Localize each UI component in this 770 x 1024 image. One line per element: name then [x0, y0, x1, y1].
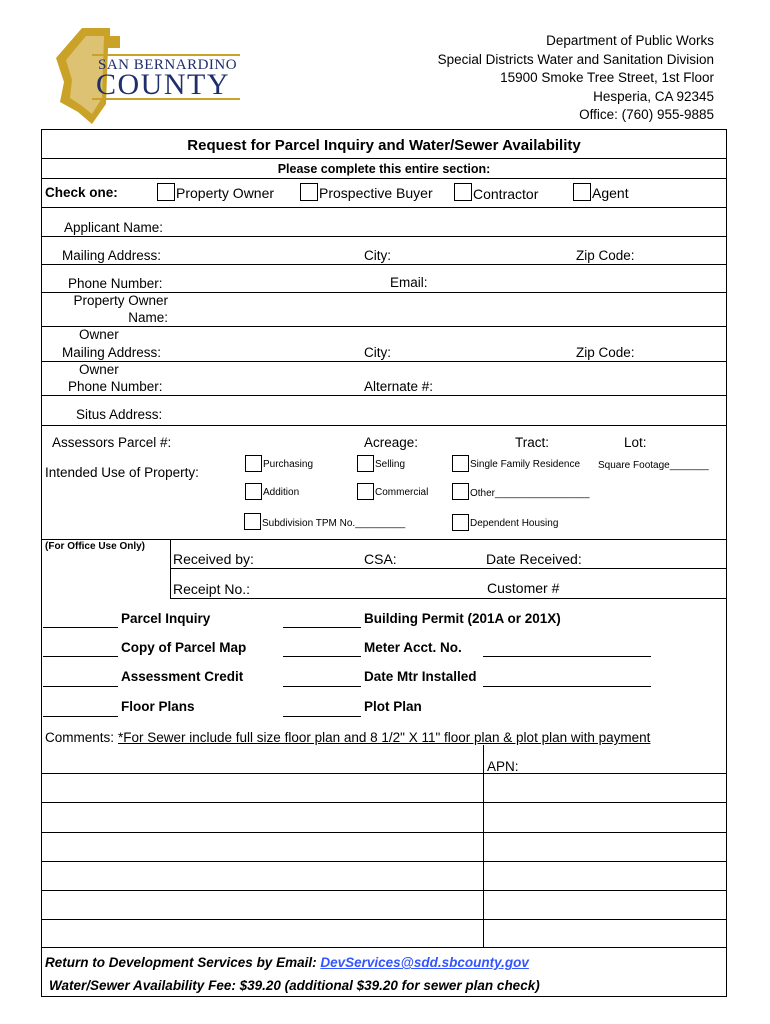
divider: [41, 890, 727, 891]
csa-label: CSA:: [364, 551, 397, 567]
divider: [41, 326, 727, 327]
return-text: Return to Development Services by Email:: [45, 955, 317, 970]
parcel-inquiry-blank[interactable]: [43, 627, 118, 628]
assessment-credit-label: Assessment Credit: [121, 669, 244, 684]
owner-phone-label-1: Owner: [79, 362, 119, 377]
check-one-label: Check one:: [45, 185, 118, 200]
divider: [41, 207, 727, 208]
date-mtr-blank[interactable]: [283, 686, 361, 687]
addition-label: Addition: [263, 487, 300, 498]
apn-label: APN:: [487, 759, 519, 774]
floor-plans-blank[interactable]: [43, 716, 118, 717]
property-owner-label: Property Owner: [176, 185, 275, 201]
property-owner-name-label-1: Property Owner: [73, 293, 168, 308]
dept-name: Department of Public Works: [546, 33, 714, 48]
prospective-buyer-checkbox[interactable]: [300, 183, 318, 201]
tract-label: Tract:: [515, 435, 550, 450]
selling-checkbox[interactable]: [357, 455, 374, 472]
form-subtitle: Please complete this entire section:: [277, 162, 491, 176]
owner-zip-label: Zip Code:: [576, 345, 635, 360]
divider: [41, 178, 727, 179]
other-field[interactable]: Other_________________: [470, 488, 590, 499]
building-permit-blank[interactable]: [283, 627, 361, 628]
divider: [41, 773, 727, 774]
acreage-label: Acreage:: [364, 435, 419, 450]
prospective-buyer-label: Prospective Buyer: [319, 185, 433, 201]
comments-text: *For Sewer include full size floor plan and 8 1/2" X 11" floor plan & plot plan with payment: [118, 730, 651, 745]
date-received-label: Date Received:: [486, 551, 582, 567]
applicant-name-label: Applicant Name:: [64, 220, 164, 235]
office-use-label: (For Office Use Only): [45, 541, 146, 552]
commercial-checkbox[interactable]: [357, 483, 374, 500]
assessment-credit-blank[interactable]: [43, 686, 118, 687]
parcel-inquiry-label: Parcel Inquiry: [121, 611, 211, 626]
square-footage-field[interactable]: Square Footage_______: [598, 460, 709, 471]
divider: [41, 395, 727, 396]
dependent-housing-label: Dependent Housing: [470, 518, 559, 529]
apn-column-divider: [483, 745, 484, 947]
divider: [41, 158, 727, 159]
meter-acct-blank[interactable]: [283, 656, 361, 657]
lot-label: Lot:: [624, 435, 647, 450]
divider: [41, 425, 727, 426]
mailing-address-label: Mailing Address:: [62, 248, 162, 263]
email-label: Email:: [390, 275, 428, 290]
agent-label: Agent: [592, 185, 629, 201]
commercial-label: Commercial: [375, 487, 429, 498]
other-checkbox[interactable]: [452, 483, 469, 500]
county-logo: [48, 24, 243, 128]
subdivision-checkbox[interactable]: [244, 513, 261, 530]
assessors-parcel-label: Assessors Parcel #:: [52, 435, 172, 450]
subdivision-tpm-field[interactable]: Subdivision TPM No._________: [262, 518, 406, 529]
contractor-label: Contractor: [473, 186, 539, 202]
fee-text: Water/Sewer Availability Fee: $39.20 (additional $39.20 for sewer plan check): [49, 978, 540, 993]
addition-checkbox[interactable]: [245, 483, 262, 500]
divider: [170, 568, 727, 569]
received-by-label: Received by:: [173, 551, 254, 567]
divider: [41, 861, 727, 862]
copy-parcel-map-blank[interactable]: [43, 656, 118, 657]
date-mtr-installed-label: Date Mtr Installed: [364, 669, 477, 684]
owner-mailing-label-1: Owner: [79, 327, 119, 342]
date-mtr-field[interactable]: [483, 686, 651, 687]
single-family-checkbox[interactable]: [452, 455, 469, 472]
plot-plan-blank[interactable]: [283, 716, 361, 717]
comments-label: Comments:: [45, 730, 115, 745]
plot-plan-label: Plot Plan: [364, 699, 422, 714]
divider: [41, 539, 727, 540]
division-name: Special Districts Water and Sanitation Division: [437, 51, 714, 67]
divider: [41, 919, 727, 920]
receipt-no-label: Receipt No.:: [173, 581, 251, 597]
contractor-checkbox[interactable]: [454, 183, 472, 201]
customer-number-label: Customer #: [487, 580, 560, 596]
divider: [170, 598, 727, 599]
owner-city-label: City:: [364, 345, 391, 360]
divider: [41, 947, 727, 948]
meter-acct-field[interactable]: [483, 656, 651, 657]
department-address: [438, 32, 714, 125]
city-label: City:: [364, 248, 391, 263]
logo-line1: SAN BERNARDINO: [98, 57, 238, 73]
divider: [41, 832, 727, 833]
divider: [41, 236, 727, 237]
owner-phone-label-2: Phone Number:: [68, 379, 163, 394]
divider: [41, 264, 727, 265]
purchasing-label: Purchasing: [263, 459, 314, 470]
agent-checkbox[interactable]: [573, 183, 591, 201]
single-family-label: Single Family Residence: [470, 459, 581, 470]
return-instructions: [45, 955, 529, 970]
office-column-divider: [170, 539, 171, 598]
copy-parcel-map-label: Copy of Parcel Map: [121, 640, 247, 655]
alternate-number-label: Alternate #:: [364, 379, 434, 394]
street-address: 15900 Smoke Tree Street, 1st Floor: [500, 70, 714, 85]
selling-label: Selling: [375, 459, 406, 470]
office-phone: Office: (760) 955-9885: [579, 107, 714, 122]
logo-line2: COUNTY: [96, 68, 230, 101]
floor-plans-label: Floor Plans: [121, 699, 195, 714]
devservices-email-link[interactable]: DevServices@sdd.sbcounty.gov: [320, 955, 529, 970]
situs-address-label: Situs Address:: [76, 407, 163, 422]
phone-number-label: Phone Number:: [68, 276, 163, 291]
divider: [41, 361, 727, 362]
city-state-zip: Hesperia, CA 92345: [593, 88, 714, 104]
meter-acct-label: Meter Acct. No.: [364, 640, 462, 655]
form-title: Request for Parcel Inquiry and Water/Sewer Availability: [187, 137, 581, 154]
purchasing-checkbox[interactable]: [245, 455, 262, 472]
property-owner-name-label-2: Name:: [128, 310, 168, 325]
dependent-housing-checkbox[interactable]: [452, 514, 469, 531]
owner-mailing-label-2: Mailing Address:: [62, 345, 162, 360]
divider: [41, 802, 727, 803]
property-owner-checkbox[interactable]: [157, 183, 175, 201]
zip-code-label: Zip Code:: [576, 248, 635, 263]
intended-use-label: Intended Use of Property:: [45, 465, 199, 480]
building-permit-label: Building Permit (201A or 201X): [364, 611, 561, 626]
